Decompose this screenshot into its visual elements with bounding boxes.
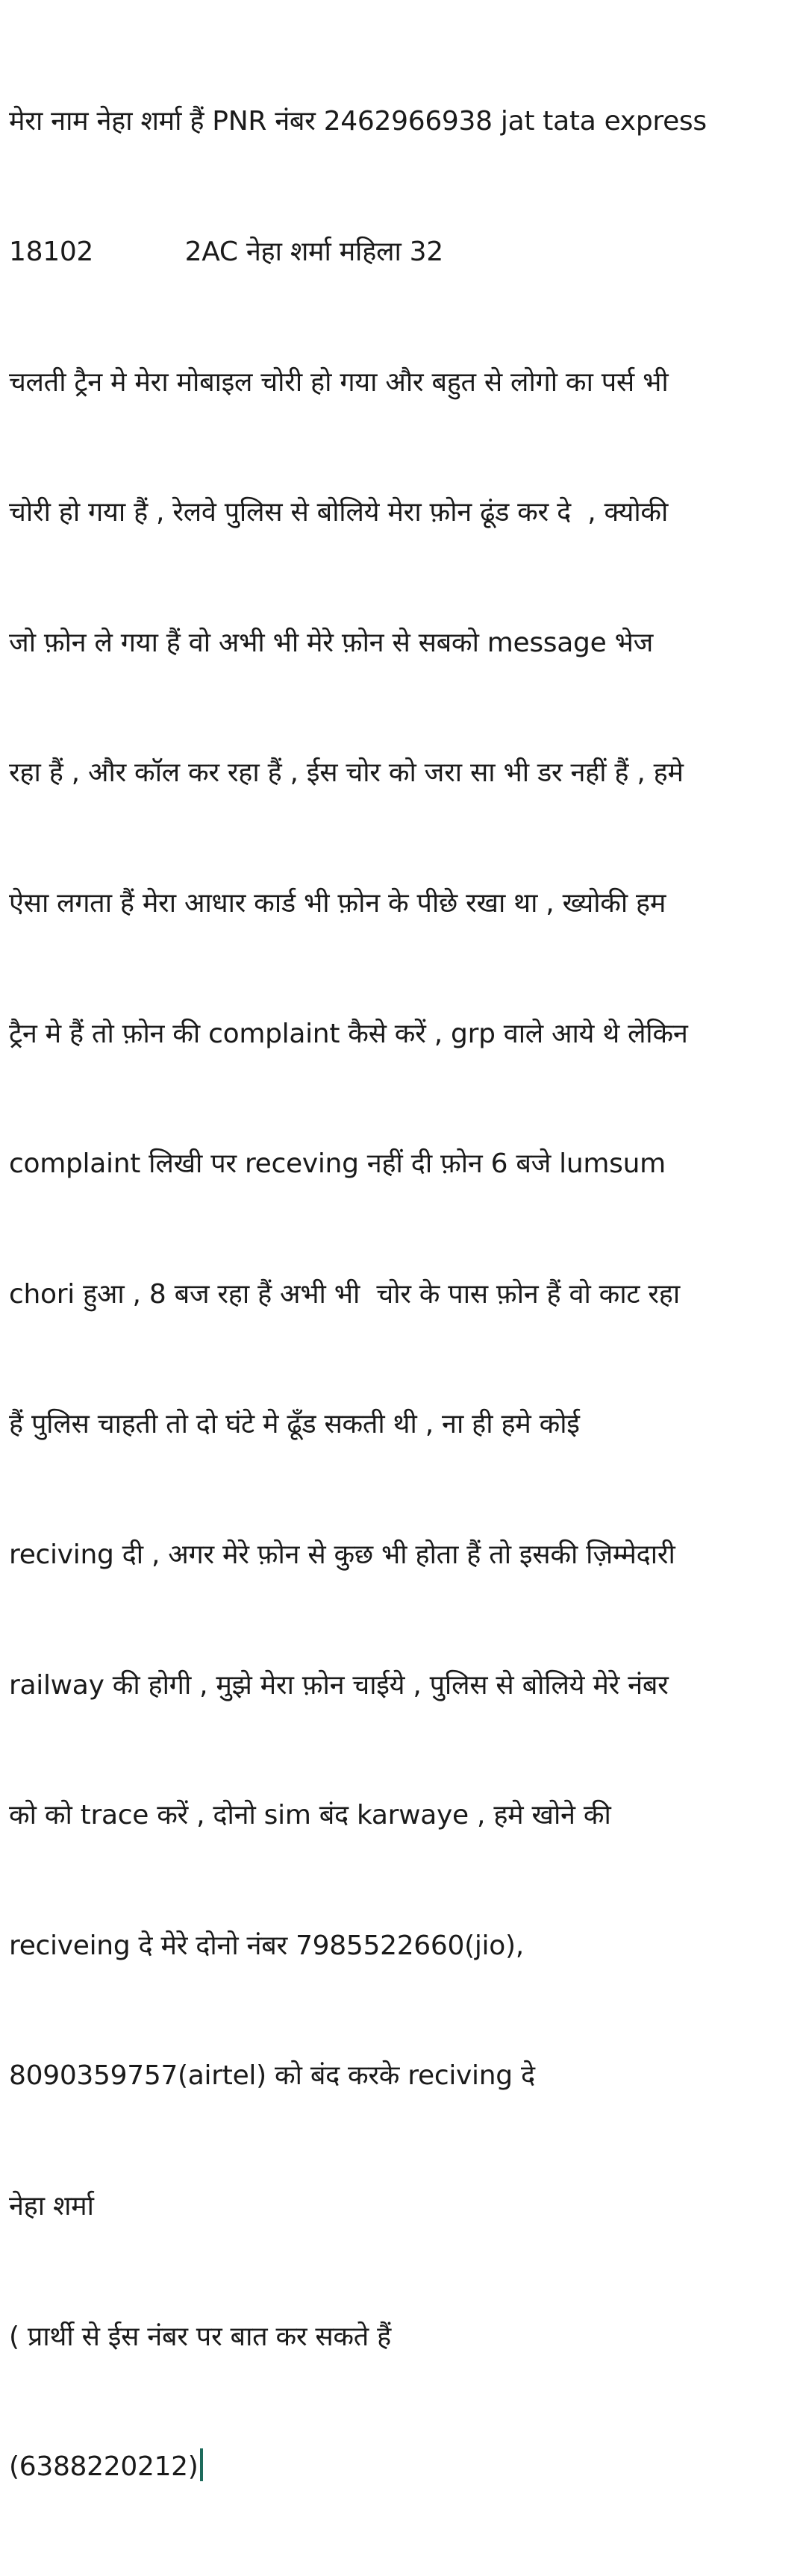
text-line-16: 8090359757(airtel) को बंद करके reciving दे xyxy=(9,2060,535,2092)
text-line-14: को को trace करें , दोनो sim बंद karwaye , हमे खोने की xyxy=(9,1800,611,1831)
text-cursor xyxy=(200,2448,203,2481)
text-line-10: chori हुआ , 8 बज रहा हैं अभी भी चोर के पास फ़ोन हैं वो काट रहा xyxy=(9,1278,680,1310)
text-line-19-wrapper xyxy=(9,2445,802,2489)
text-line-12: reciving दी , अगर मेरे फ़ोन से कुछ भी होता हैं तो इसकी ज़िम्मेदारी xyxy=(9,1539,675,1570)
note-text-area[interactable] xyxy=(9,13,802,2576)
text-line-19: (6388220212) xyxy=(9,2451,199,2483)
text-line-15: reciveing दे मेरे दोनो नंबर 7985522660(jio), xyxy=(9,1930,524,1961)
text-line-7: ऐसा लगता हैं मेरा आधार कार्ड भी फ़ोन के पीछे रखा था , ख्योकी हम xyxy=(9,887,666,919)
text-line-8: ट्रैन मे हैं तो फ़ोन की complaint कैसे करें , grp वाले आये थे लेकिन xyxy=(9,1018,688,1049)
text-line-2: 18102 2AC नेहा शर्मा महिला 32 xyxy=(9,237,443,267)
text-line-1: मेरा नाम नेहा शर्मा हैं PNR नंबर 2462966938 jat tata express xyxy=(9,106,707,137)
text-line-3: चलती ट्रैन मे मेरा मोबाइल चोरी हो गया और बहुत से लोगो का पर्स भी xyxy=(9,366,669,398)
text-line-18: ( प्रार्थी से ईस नंबर पर बात कर सकते हैं xyxy=(9,2321,391,2352)
text-line-9: complaint लिखी पर receving नहीं दी फ़ोन 6 बजे lumsum xyxy=(9,1148,666,1180)
text-line-5: जो फ़ोन ले गया हैं वो अभी भी मेरे फ़ोन से सबको message भेज xyxy=(9,627,653,658)
text-line-11: हैं पुलिस चाहती तो दो घंटे मे ढूँड सकती थी , ना ही हमे कोई xyxy=(9,1409,580,1440)
text-line-4: चोरी हो गया हैं , रेलवे पुलिस से बोलिये मेरा फ़ोन ढूंड कर दे , क्योकी xyxy=(9,497,669,528)
text-line-17: नेहा शर्मा xyxy=(9,2190,94,2222)
text-line-6: रहा हैं , और कॉल कर रहा हैं , ईस चोर को जरा सा भी डर नहीं हैं , हमे xyxy=(9,757,684,789)
text-line-13: railway की होगी , मुझे मेरा फ़ोन चाईये , पुलिस से बोलिये मेरे नंबर xyxy=(9,1669,669,1701)
